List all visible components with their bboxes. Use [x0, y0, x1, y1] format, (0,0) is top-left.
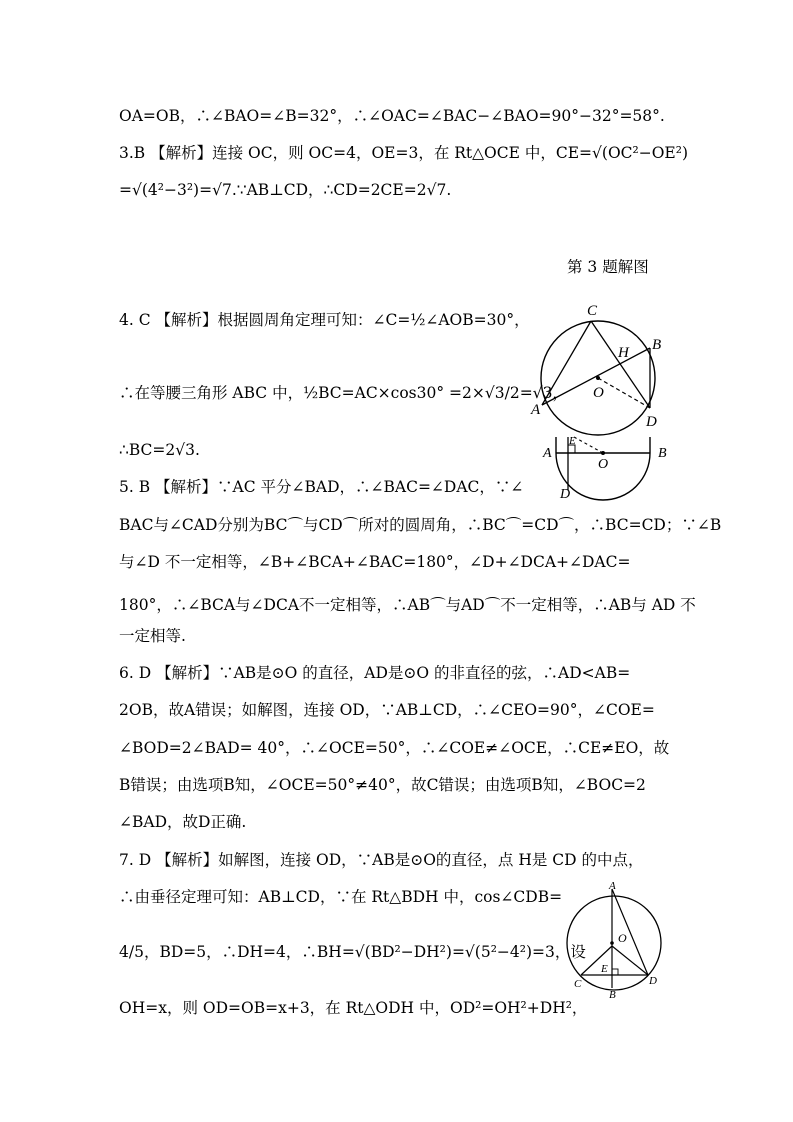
point-label: D: [560, 487, 571, 502]
point-label: E: [601, 963, 608, 975]
text-line: ∴由垂径定理可知：AB⊥CD，∵在 Rt△BDH 中，cos∠CDB=: [119, 888, 563, 906]
text-line: 3.B 【解析】连接 OC，则 OC=4，OE=3，在 Rt△OCE 中，CE=√(OC²−OE²): [119, 144, 689, 162]
point-label: B: [658, 446, 667, 461]
text-line: ∠BAD，故D正确.: [119, 813, 247, 831]
text-line: ∴在等腰三角形 ABC 中，½BC=AC×cos30° =2×√3/2=√3，: [119, 384, 568, 402]
text-line: ∴BC=2√3.: [119, 441, 200, 459]
figure-q7-circle: [563, 880, 673, 1005]
text-line: 4. C 【解析】根据圆周角定理可知：∠C=½∠AOB=30°，: [119, 311, 530, 329]
text-line: 与∠D 不一定相等，∠B+∠BCA+∠BAC=180°，∠D+∠DCA+∠DAC=: [119, 553, 631, 571]
text-line: 5. B 【解析】∵AC 平分∠BAD，∴∠BAC=∠DAC，∵∠: [119, 478, 524, 496]
point-label: D: [646, 414, 657, 430]
figure-q3-semicircle: [538, 432, 678, 502]
text-line: BAC与∠CAD分别为BC⌒与CD⌒所对的圆周角，∴BC⌒=CD⌒，∴BC=CD；∵∠B: [119, 516, 722, 534]
point-label: C: [587, 303, 598, 319]
point-label: O: [593, 385, 604, 401]
text-line: 180°，∴∠BCA与∠DCA不一定相等，∴AB⌒与AD⌒不一定相等，∴AB与 AD 不: [119, 596, 696, 614]
point-label: O: [598, 457, 609, 472]
point-label: B: [609, 989, 616, 1001]
point-label: A: [531, 402, 541, 418]
text-line: OA=OB，∴∠BAO=∠B=32°，∴∠OAC=∠BAC−∠BAO=90°−32°=58°.: [119, 107, 665, 125]
point-label: H: [618, 345, 629, 361]
text-line: 4/5，BD=5，∴DH=4，∴BH=√(BD²−DH²)=√(5²−4²)=3，设: [119, 943, 586, 961]
text-line: =√(4²−3²)=√7.∵AB⊥CD，∴CD=2CE=2√7.: [119, 181, 452, 199]
figure-caption: 第 3 题解图: [567, 258, 649, 276]
figure-q4-circle: [528, 298, 678, 433]
text-line: 7. D 【解析】如解图，连接 OD，∵AB是⊙O的直径，点 H是 CD 的中点，: [119, 851, 644, 869]
point-label: E: [569, 435, 576, 447]
text-line: ∠BOD=2∠BAD= 40°，∴∠OCE=50°，∴∠COE≠∠OCE，∴CE≠EO，故: [119, 739, 670, 757]
text-line: 2OB，故A错误；如解图，连接 OD，∵AB⊥CD，∴∠CEO=90°，∠COE=: [119, 701, 655, 719]
point-label: D: [649, 975, 657, 987]
point-label: A: [543, 446, 552, 461]
point-label: O: [618, 931, 627, 945]
point-label: B: [652, 337, 662, 353]
point-label: A: [609, 880, 616, 892]
text-line: OH=x，则 OD=OB=x+3，在 Rt△ODH 中，OD²=OH²+DH²，: [119, 999, 588, 1017]
text-line: B错误；由选项B知，∠OCE=50°≠40°，故C错误；由选项B知，∠BOC=2: [119, 776, 646, 794]
text-line: 一定相等.: [119, 627, 186, 645]
text-line: 6. D 【解析】∵AB是⊙O 的直径，AD是⊙O 的非直径的弦，∴AD<AB=: [119, 664, 631, 682]
point-label: C: [574, 978, 582, 990]
